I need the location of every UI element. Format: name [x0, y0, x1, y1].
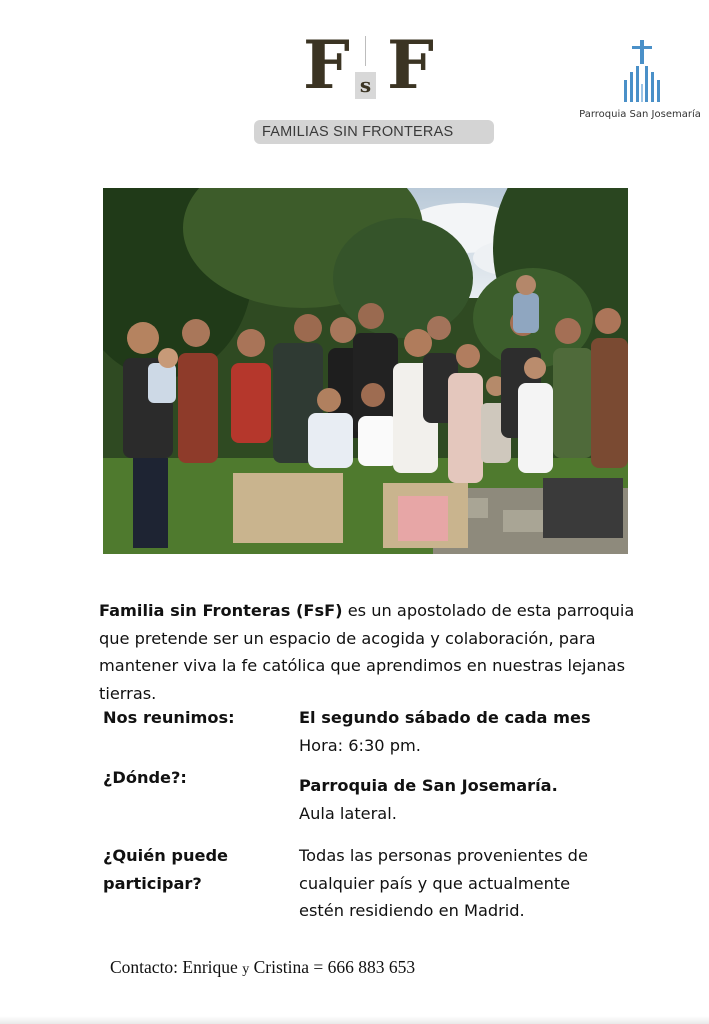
- intro-paragraph: [99, 597, 659, 707]
- logo-letter-right: F: [387, 26, 434, 104]
- logo-middle-box: [355, 72, 376, 99]
- page-bottom-edge: [0, 1016, 709, 1024]
- group-photo: [103, 188, 628, 554]
- contact-connector: y: [242, 962, 250, 977]
- info-value-bold: Parroquia de San Josemaría.: [299, 776, 558, 795]
- info-value: [299, 704, 639, 759]
- info-value-text: Aula lateral.: [299, 803, 397, 823]
- info-label: ¿Dónde?:: [103, 768, 187, 787]
- logo-letter-middle: s: [359, 73, 372, 97]
- info-value-bold: El segundo sábado de cada mes: [299, 708, 591, 727]
- parish-name: Parroquia San Josemaría: [579, 109, 701, 120]
- info-label: Nos reunimos:: [103, 708, 235, 727]
- info-value: [299, 772, 639, 827]
- info-value-text: Todas las personas provenientes de cualquier país y que actualmente estén residiendo en Madrid.: [299, 846, 588, 920]
- contact-line: [110, 957, 415, 978]
- contact-names: Cristina = 666 883 653: [249, 957, 416, 977]
- logo-divider: [365, 36, 366, 66]
- info-value: [299, 842, 619, 925]
- fsf-logo-mark: [303, 26, 434, 104]
- intro-bold: Familia sin Fronteras (FsF): [99, 601, 343, 620]
- intro-text: es un apostolado de esta parroquia que pretende ser un espacio de acogida y colaboración, para mantener viva la fe católica que aprendimos en nuestras lejanas tierras.: [99, 601, 635, 703]
- logo-letter-left: F: [303, 26, 350, 104]
- logo-tagline-pill: [254, 120, 494, 144]
- contact-prefix: Contacto: Enrique: [110, 957, 243, 977]
- info-label: ¿Quién puede participar?: [103, 846, 229, 893]
- logo-tagline: FAMILIAS SIN FRONTERAS: [262, 124, 454, 140]
- info-value-text: Hora: 6:30 pm.: [299, 735, 421, 755]
- cross-building-icon: [621, 40, 663, 102]
